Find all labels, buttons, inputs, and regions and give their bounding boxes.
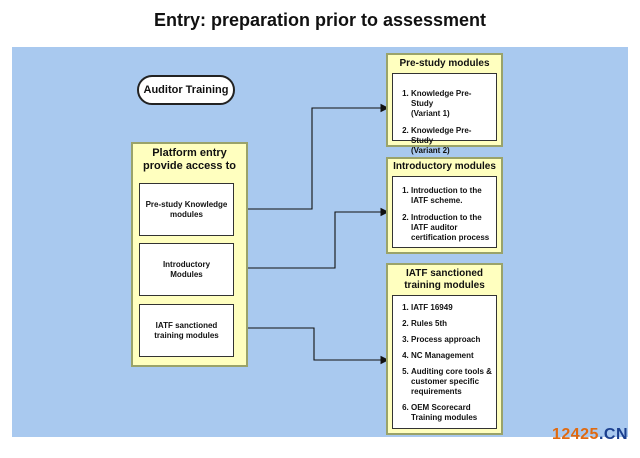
list-item: 1. IATF 16949	[411, 303, 493, 313]
auditor-training-label: Auditor Training	[137, 75, 235, 105]
list-item: 2. Rules 5th	[411, 319, 493, 329]
platform-entry-heading: Platform entry provide access to	[143, 147, 236, 172]
site-watermark	[552, 426, 628, 444]
watermark-number: 12425	[551, 426, 599, 443]
platform-box-iatf: IATF sanctioned training modules	[139, 304, 234, 357]
list-item: 2. Introduction to the IATF auditor certification process	[411, 213, 493, 243]
list-item: 4. NC Management	[411, 351, 493, 361]
list-item: 5. Auditing core tools & customer specific requirements	[411, 367, 493, 397]
iatf-list	[392, 295, 497, 429]
list-item: 1. Knowledge Pre-Study (Variant 1)	[411, 89, 493, 119]
page-title: Entry: preparation prior to assessment	[153, 10, 487, 30]
introductory-heading: Introductory modules	[393, 161, 496, 172]
list-item: 2. Knowledge Pre-Study (Variant 2)	[411, 126, 493, 156]
connector-prestudy	[243, 108, 388, 209]
platform-box-introductory: Introductory Modules	[139, 243, 234, 296]
list-item: 1. Introduction to the IATF scheme.	[411, 186, 493, 206]
introductory-list	[392, 176, 497, 248]
watermark-suffix: .CN	[598, 426, 628, 443]
list-item: 6. OEM Scorecard Training modules	[411, 403, 493, 423]
connector-introductory	[234, 212, 388, 268]
connector-iatf	[234, 328, 388, 360]
prestudy-heading: Pre-study modules	[399, 58, 490, 69]
list-item: 3. Process approach	[411, 335, 493, 345]
prestudy-list	[392, 73, 497, 155]
platform-box-prestudy: Pre-study Knowledge modules	[139, 183, 234, 236]
iatf-heading: IATF sanctioned training modules	[404, 268, 485, 291]
